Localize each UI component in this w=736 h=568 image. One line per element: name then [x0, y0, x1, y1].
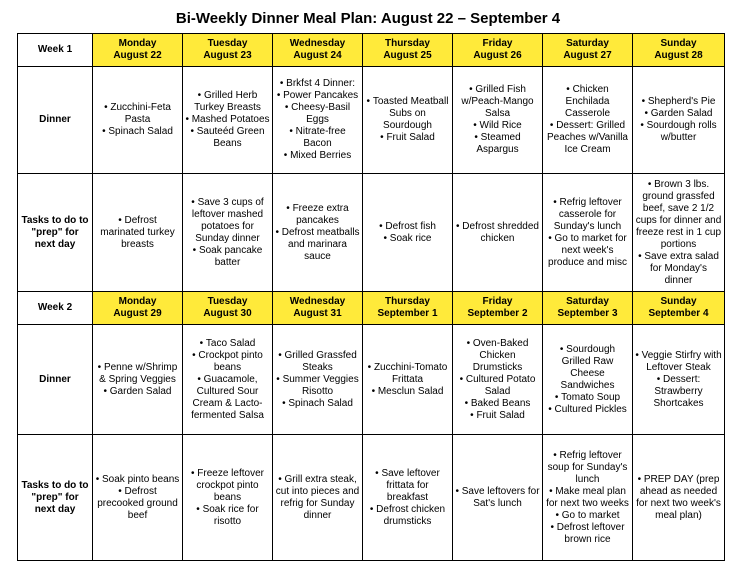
tasks-item: • Go to market for next week's produce and misc [545, 233, 630, 269]
dinner-item: • Steamed Aspargus [455, 132, 540, 156]
dinner-item: • Crockpot pinto beans [185, 350, 270, 374]
dinner-cell [453, 325, 543, 435]
dinner-cell [363, 67, 453, 174]
tasks-list [185, 468, 270, 528]
day-header [633, 292, 725, 325]
day-date: August 30 [203, 308, 252, 319]
dinner-item: • Sourdough rolls w/butter [635, 120, 722, 144]
tasks-row [18, 435, 725, 561]
tasks-cell [363, 174, 453, 292]
tasks-cell [273, 174, 363, 292]
dinner-list [455, 338, 540, 422]
dinner-cell [633, 67, 725, 174]
dinner-item: • Zucchini-Tomato Frittata [365, 362, 450, 386]
dinner-row [18, 325, 725, 435]
tasks-cell [183, 435, 273, 561]
dinner-item: • Fruit Salad [455, 410, 540, 422]
tasks-list [365, 468, 450, 528]
tasks-cell [543, 174, 633, 292]
dinner-list [545, 344, 630, 416]
tasks-item: • Go to market [545, 510, 630, 522]
tasks-item: • Defrost fish [365, 221, 450, 233]
tasks-list [185, 197, 270, 269]
week-header-row [18, 34, 725, 67]
dinner-item: • Power Pancakes [275, 90, 360, 102]
tasks-cell [633, 174, 725, 292]
day-header [273, 292, 363, 325]
meal-plan-body [18, 34, 725, 561]
day-date: September 1 [377, 308, 438, 319]
dinner-item: • Spinach Salad [275, 398, 360, 410]
dinner-cell [543, 67, 633, 174]
day-name: Friday [482, 38, 513, 49]
tasks-cell [543, 435, 633, 561]
day-date: August 26 [473, 50, 522, 61]
dinner-list [95, 362, 180, 398]
tasks-cell [633, 435, 725, 561]
day-header [183, 292, 273, 325]
week-header-row [18, 292, 725, 325]
day-name: Thursday [384, 38, 430, 49]
tasks-list [545, 450, 630, 546]
day-date: August 22 [113, 50, 162, 61]
tasks-row [18, 174, 725, 292]
dinner-item: • Dessert: Grilled Peaches w/Vanilla Ice Cream [545, 120, 630, 156]
dinner-cell [273, 67, 363, 174]
dinner-list [455, 84, 540, 156]
tasks-item: • Freeze leftover crockpot pinto beans [185, 468, 270, 504]
tasks-row-label: Tasks to do to "prep" for next day [18, 435, 93, 561]
day-name: Saturday [566, 38, 609, 49]
dinner-list [365, 362, 450, 398]
day-header [453, 292, 543, 325]
tasks-list [95, 474, 180, 522]
dinner-item: • Taco Salad [185, 338, 270, 350]
day-header [543, 292, 633, 325]
dinner-item: • Toasted Meatball Subs on Sourdough [365, 96, 450, 132]
dinner-item: • Veggie Stirfry with Leftover Steak [635, 350, 722, 374]
dinner-cell [543, 325, 633, 435]
dinner-item: • Tomato Soup [545, 392, 630, 404]
tasks-item: • Save leftovers for Sat's lunch [455, 486, 540, 510]
dinner-item: • Sauteéd Green Beans [185, 126, 270, 150]
dinner-item: • Dessert: Strawberry Shortcakes [635, 374, 722, 410]
dinner-item: • Guacamole, Cultured Sour Cream & Lacto-fermented Salsa [185, 374, 270, 422]
tasks-item: • Save extra salad for Monday's dinner [635, 251, 722, 287]
day-name: Monday [118, 38, 157, 49]
dinner-item: • Wild Rice [455, 120, 540, 132]
dinner-item: • Fruit Salad [365, 132, 450, 144]
day-name: Wednesday [289, 38, 346, 49]
day-date: August 24 [293, 50, 342, 61]
tasks-list [95, 215, 180, 251]
dinner-cell [273, 325, 363, 435]
tasks-list [365, 221, 450, 245]
tasks-item: • Refrig leftover casserole for Sunday's lunch [545, 197, 630, 233]
dinner-list [635, 350, 722, 410]
dinner-item: • Garden Salad [635, 108, 722, 120]
dinner-item: • Penne w/Shrimp & Spring Veggies [95, 362, 180, 386]
tasks-item: • Soak pancake batter [185, 245, 270, 269]
dinner-item: • Shepherd's Pie [635, 96, 722, 108]
dinner-item: • Mashed Potatoes [185, 114, 270, 126]
day-name: Wednesday [289, 296, 346, 307]
day-name: Tuesday [207, 296, 248, 307]
week-label: Week 1 [18, 34, 93, 67]
meal-plan-table [17, 33, 725, 561]
dinner-cell [183, 325, 273, 435]
day-name: Sunday [660, 296, 697, 307]
dinner-item: • Baked Beans [455, 398, 540, 410]
day-date: August 31 [293, 308, 342, 319]
day-date: August 28 [654, 50, 703, 61]
tasks-cell [273, 435, 363, 561]
tasks-item: • Defrost shredded chicken [455, 221, 540, 245]
tasks-list [545, 197, 630, 269]
tasks-item: • Brown 3 lbs. ground grassfed beef, save 2 1/2 cups for dinner and freeze rest in 1 cup portions [635, 179, 722, 251]
day-name: Friday [482, 296, 513, 307]
tasks-item: • Save 3 cups of leftover mashed potatoes for Sunday dinner [185, 197, 270, 245]
dinner-list [95, 102, 180, 138]
dinner-row-label: Dinner [18, 67, 93, 174]
day-name: Thursday [384, 296, 430, 307]
tasks-item: • Defrost chicken drumsticks [365, 504, 450, 528]
tasks-item: • Soak rice for risotto [185, 504, 270, 528]
dinner-item: • Sourdough Grilled Raw Cheese Sandwiches [545, 344, 630, 392]
tasks-item: • Soak rice [365, 233, 450, 245]
tasks-list [455, 221, 540, 245]
tasks-row-label: Tasks to do to "prep" for next day [18, 174, 93, 292]
day-header [273, 34, 363, 67]
tasks-item: • Freeze extra pancakes [275, 203, 360, 227]
tasks-cell [93, 435, 183, 561]
tasks-cell [453, 435, 543, 561]
page-title: Bi-Weekly Dinner Meal Plan: August 22 – September 4 [175, 10, 561, 27]
dinner-item: • Oven-Baked Chicken Drumsticks [455, 338, 540, 374]
day-name: Tuesday [207, 38, 248, 49]
day-header [363, 292, 453, 325]
tasks-cell [183, 174, 273, 292]
dinner-item: • Cultured Pickles [545, 404, 630, 416]
tasks-list [635, 474, 722, 522]
dinner-list [275, 350, 360, 410]
day-date: August 27 [563, 50, 612, 61]
dinner-item: • Nitrate-free Bacon [275, 126, 360, 150]
day-name: Monday [118, 296, 157, 307]
dinner-item: • Cultured Potato Salad [455, 374, 540, 398]
tasks-item: • Defrost marinated turkey breasts [95, 215, 180, 251]
dinner-item: • Brkfst 4 Dinner: [275, 78, 360, 90]
dinner-item: • Spinach Salad [95, 126, 180, 138]
tasks-cell [363, 435, 453, 561]
dinner-item: • Mixed Berries [275, 150, 360, 162]
dinner-item: • Mesclun Salad [365, 386, 450, 398]
day-date: August 25 [383, 50, 432, 61]
dinner-cell [93, 67, 183, 174]
dinner-item: • Cheesy-Basil Eggs [275, 102, 360, 126]
dinner-cell [363, 325, 453, 435]
day-header [363, 34, 453, 67]
tasks-item: • Refrig leftover soup for Sunday's lunch [545, 450, 630, 486]
day-header [453, 34, 543, 67]
dinner-row-label: Dinner [18, 325, 93, 435]
tasks-item: • PREP DAY (prep ahead as needed for next two week's meal plan) [635, 474, 722, 522]
dinner-list [545, 84, 630, 156]
dinner-cell [93, 325, 183, 435]
tasks-item: • Soak pinto beans [95, 474, 180, 486]
day-name: Saturday [566, 296, 609, 307]
dinner-item: • Grilled Fish w/Peach-Mango Salsa [455, 84, 540, 120]
tasks-item: • Defrost precooked ground beef [95, 486, 180, 522]
day-date: August 23 [203, 50, 252, 61]
dinner-item: • Summer Veggies Risotto [275, 374, 360, 398]
dinner-cell [633, 325, 725, 435]
dinner-item: • Chicken Enchilada Casserole [545, 84, 630, 120]
tasks-item: • Grill extra steak, cut into pieces and refrig for Sunday dinner [275, 474, 360, 522]
day-date: September 2 [467, 308, 528, 319]
tasks-item: • Defrost meatballs and marinara sauce [275, 227, 360, 263]
tasks-item: • Save leftover frittata for breakfast [365, 468, 450, 504]
week-label: Week 2 [18, 292, 93, 325]
dinner-row [18, 67, 725, 174]
dinner-item: • Zucchini-Feta Pasta [95, 102, 180, 126]
day-header [543, 34, 633, 67]
dinner-cell [453, 67, 543, 174]
dinner-list [635, 96, 722, 144]
dinner-item: • Grilled Herb Turkey Breasts [185, 90, 270, 114]
dinner-list [185, 90, 270, 150]
day-date: September 3 [557, 308, 618, 319]
dinner-list [185, 338, 270, 422]
dinner-list [275, 78, 360, 162]
tasks-list [455, 486, 540, 510]
tasks-list [275, 203, 360, 263]
dinner-list [365, 96, 450, 144]
tasks-list [275, 474, 360, 522]
day-header [183, 34, 273, 67]
day-date: September 4 [648, 308, 709, 319]
dinner-item: • Garden Salad [95, 386, 180, 398]
day-header [633, 34, 725, 67]
day-name: Sunday [660, 38, 697, 49]
tasks-list [635, 179, 722, 287]
tasks-item: • Make meal plan for next two weeks [545, 486, 630, 510]
dinner-cell [183, 67, 273, 174]
tasks-cell [93, 174, 183, 292]
tasks-item: • Defrost leftover brown rice [545, 522, 630, 546]
day-header [93, 34, 183, 67]
tasks-cell [453, 174, 543, 292]
day-header [93, 292, 183, 325]
day-date: August 29 [113, 308, 162, 319]
dinner-item: • Grilled Grassfed Steaks [275, 350, 360, 374]
